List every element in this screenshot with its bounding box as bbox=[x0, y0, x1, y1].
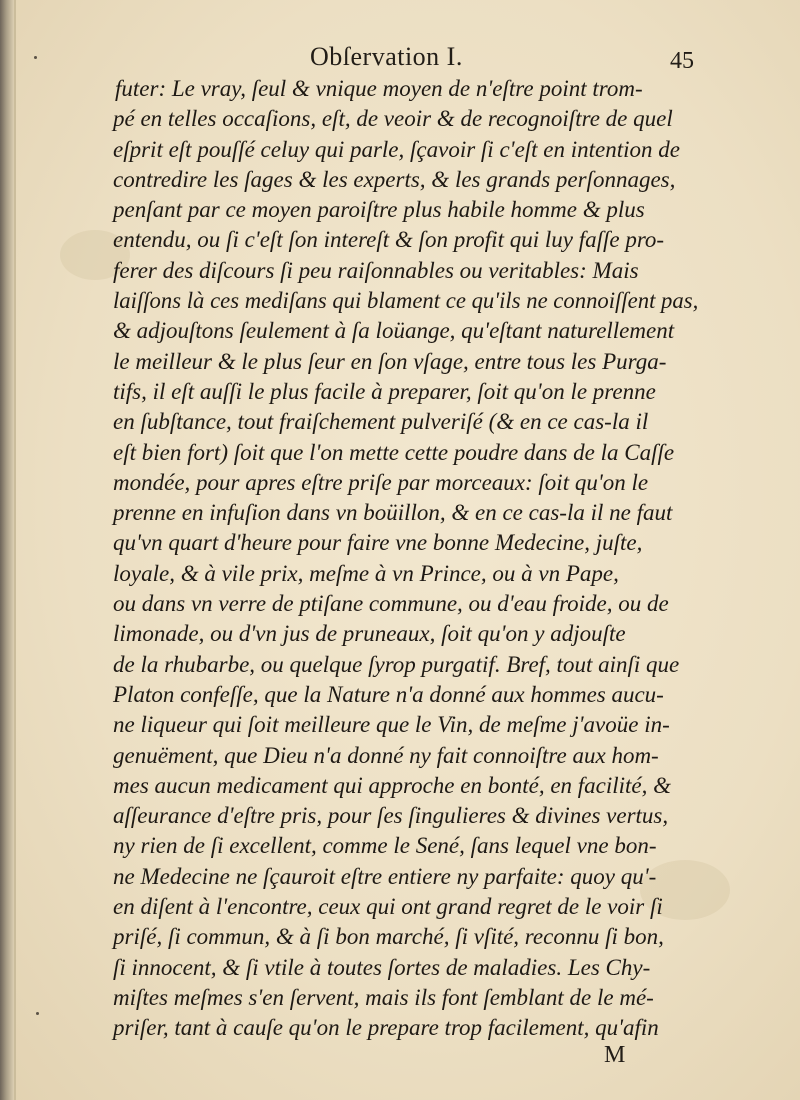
text-line: aſſeurance d'eſtre pris, pour ſes ſingulieres & divines vertus, bbox=[113, 803, 669, 829]
text-line: penſant par ce moyen paroiſtre plus habile homme & plus bbox=[113, 197, 645, 223]
text-line: qu'vn quart d'heure pour faire vne bonne Medecine, juſte, bbox=[113, 530, 643, 556]
text-line: priſer, tant à cauſe qu'on le prepare trop facilement, qu'afin bbox=[113, 1015, 659, 1041]
text-line: contredire les ſages & les experts, & les grands perſonnages, bbox=[113, 166, 676, 192]
text-line: entendu, ou ſi c'eſt ſon intereſt & ſon profit qui luy faſſe pro- bbox=[113, 227, 665, 253]
text-line: futer: Le vray, ſeul & vnique moyen de n'eſtre point trom- bbox=[115, 76, 643, 101]
text-line: miſtes meſmes s'en ſervent, mais ils font ſemblant de le mé- bbox=[113, 984, 654, 1010]
signature-mark: M bbox=[604, 1042, 626, 1068]
text-line: & adjouſtons ſeulement à ſa loüange, qu'eſtant naturellement bbox=[113, 318, 675, 344]
text-line: ne Medecine ne ſçauroit eſtre entiere ny parfaite: quoy qu'- bbox=[113, 863, 657, 889]
page-gutter bbox=[0, 0, 14, 1100]
running-title: Obſervation I. bbox=[310, 42, 463, 71]
margin-mark bbox=[36, 1012, 39, 1015]
text-line: priſé, ſi commun, & à ſi bon marché, ſi vſité, reconnu ſi bon, bbox=[113, 924, 664, 950]
body-text bbox=[113, 74, 698, 1044]
text-line: de la rhubarbe, ou quelque ſyrop purgatif. Bref, tout ainſi que bbox=[113, 651, 680, 677]
text-line: pé en telles occaſions, eſt, de veoir & de recognoiſtre de quel bbox=[113, 106, 673, 132]
text-line: limonade, ou d'vn jus de pruneaux, ſoit qu'on y adjouſte bbox=[113, 621, 626, 647]
text-line: laiſſons là ces mediſans qui blament ce qu'ils ne connoiſſent pas, bbox=[113, 288, 699, 314]
text-line: ne liqueur qui ſoit meilleure que le Vin, de meſme j'avoüe in- bbox=[113, 712, 670, 738]
text-line: loyale, & à vile prix, meſme à vn Prince, ou à vn Pape, bbox=[113, 560, 619, 586]
text-line: tifs, il eſt auſſi le plus facile à preparer, ſoit qu'on le prenne bbox=[113, 378, 656, 404]
text-line: Platon confeſſe, que la Nature n'a donné aux hommes aucu- bbox=[113, 681, 664, 707]
text-line: ou dans vn verre de ptiſane commune, ou d'eau froide, ou de bbox=[113, 591, 669, 617]
text-line: mondée, pour apres eſtre priſe par morceaux: ſoit qu'on le bbox=[113, 469, 649, 495]
gutter-edge bbox=[14, 0, 16, 1100]
text-line: eſprit eſt pouſſé celuy qui parle, ſçavoir ſi c'eſt en intention de bbox=[113, 136, 680, 162]
text-line: en diſent à l'encontre, ceux qui ont grand regret de le voir ſi bbox=[113, 894, 663, 920]
text-line: ny rien de ſi excellent, comme le Sené, ſans lequel vne bon- bbox=[113, 833, 657, 859]
text-line: genuëment, que Dieu n'a donné ny fait connoiſtre aux hom- bbox=[113, 742, 659, 768]
text-line: mes aucun medicament qui approche en bonté, en facilité, & bbox=[113, 772, 672, 798]
text-line: le meilleur & le plus ſeur en ſon vſage, entre tous les Purga- bbox=[113, 348, 667, 374]
page-number: 45 bbox=[670, 48, 694, 74]
text-line: en ſubſtance, tout fraiſchement pulveriſé (& en ce cas-la il bbox=[113, 409, 649, 435]
text-line: ferer des diſcours ſi peu raiſonnables ou veritables: Mais bbox=[113, 257, 639, 283]
text-line: prenne en infuſion dans vn boüillon, & en ce cas-la il ne faut bbox=[113, 500, 673, 526]
text-line: ſi innocent, & ſi vtile à toutes ſortes de maladies. Les Chy- bbox=[113, 954, 651, 980]
text-line: eſt bien fort) ſoit que l'on mette cette poudre dans de la Caſſe bbox=[113, 439, 675, 465]
